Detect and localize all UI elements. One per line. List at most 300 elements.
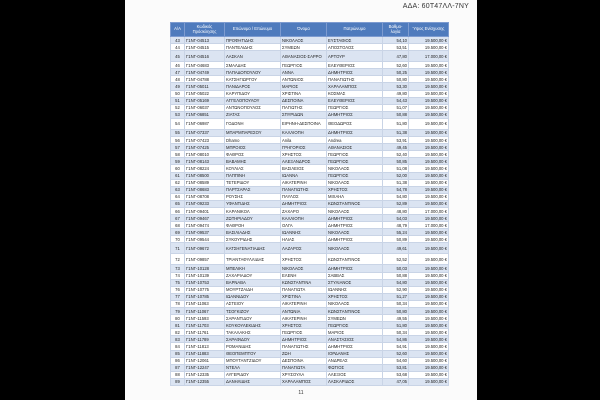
- surname-cell: ΒΑΒΑΜΗΣ: [225, 158, 281, 165]
- code-cell: Γ1ΝΓ-05022: [185, 90, 225, 97]
- patronymic-cell: ΔΗΜΗΤΡΙΟΣ: [327, 222, 383, 229]
- surname-cell: ΚΟΥΛΙΑΣ: [225, 165, 281, 172]
- score-cell: 49,80: [383, 90, 409, 97]
- surname-cell: ΠΑΝΤΕΛΙΔΗΣ: [225, 44, 281, 51]
- amount-cell: 19.500,00 €: [409, 336, 449, 343]
- code-cell: Γ1ΝΓ-11789: [185, 336, 225, 343]
- surname-cell: ΑΓΓΕΛΟΠΟΥΛΟΥ: [225, 97, 281, 104]
- code-cell: Γ1ΝΓ-09672: [185, 243, 225, 254]
- name-cell: ΑΝΤΩΝΙΟΣ: [281, 76, 327, 83]
- code-cell: Γ1ΝΓ-08224: [185, 165, 225, 172]
- patronymic-cell: ΙΩΑΝΝΗΣ: [327, 286, 383, 293]
- name-cell: ΣΠΥΡΙΔΩΝ: [281, 111, 327, 118]
- table-row: [171, 172, 449, 179]
- table-row: [171, 364, 449, 371]
- surname-cell: ΤΑΚΑΛΑΚΗΣ: [225, 329, 281, 336]
- code-cell: Γ1ΝΓ-08589: [185, 179, 225, 186]
- row-number-cell: 83: [171, 336, 185, 343]
- beneficiaries-table: [170, 22, 449, 386]
- amount-cell: 19.500,00 €: [409, 158, 449, 165]
- patronymic-cell: ΓΕΩΡΓΙΟΣ: [327, 104, 383, 111]
- row-number-cell: 69: [171, 229, 185, 236]
- column-header: Ύψος Ενίσχυσης: [409, 23, 449, 37]
- code-cell: Γ1ΝΓ-10139: [185, 272, 225, 279]
- amount-cell: 19.500,00 €: [409, 90, 449, 97]
- amount-cell: 19.500,00 €: [409, 343, 449, 350]
- table-row: [171, 129, 449, 136]
- code-cell: Γ1ΝΓ-09537: [185, 229, 225, 236]
- row-number-cell: 62: [171, 179, 185, 186]
- row-number-cell: 43: [171, 37, 185, 44]
- code-cell: Γ1ΝΓ-08683: [185, 186, 225, 193]
- name-cell: ΔΗΜΗΤΡΙΟΣ: [281, 336, 327, 343]
- table-row: [171, 371, 449, 378]
- name-cell: ΛΑΖΑΡΟΣ: [281, 243, 327, 254]
- surname-cell: ΦΑΘΡΟΣ: [225, 151, 281, 158]
- patronymic-cell: ΚΩΝΣΤΑΝΤΙΝΟΣ: [327, 308, 383, 315]
- patronymic-cell: ΣΑΒΒΑΣ: [327, 272, 383, 279]
- amount-cell: 19.500,00 €: [409, 129, 449, 136]
- name-cell: ΙΩΑΝΝΗΣ: [281, 229, 327, 236]
- row-number-cell: 50: [171, 90, 185, 97]
- code-cell: Γ1ΝΓ-11067: [185, 308, 225, 315]
- table-row: [171, 265, 449, 272]
- patronymic-cell: ΙΟΡΔΑΝΗΣ: [327, 350, 383, 357]
- code-cell: Γ1ΝΓ-04515: [185, 44, 225, 51]
- column-header: Α/Α: [171, 23, 185, 37]
- row-number-cell: 52: [171, 104, 185, 111]
- score-cell: 52,90: [383, 286, 409, 293]
- column-header: Κωδικός Πρόσκλησης: [185, 23, 225, 37]
- code-cell: Γ1ΝΓ-08010: [185, 151, 225, 158]
- name-cell: ΧΡΗΣΤΟΣ: [281, 254, 327, 265]
- row-number-cell: 77: [171, 293, 185, 300]
- surname-cell: ΠΑΝΙΔΑΡΟΣ: [225, 83, 281, 90]
- score-cell: 47,05: [383, 378, 409, 385]
- score-cell: 50,34: [383, 329, 409, 336]
- table-row: [171, 179, 449, 186]
- name-cell: ΚΑΛΛΙΟΠΗ: [281, 215, 327, 222]
- amount-cell: 19.500,00 €: [409, 350, 449, 357]
- surname-cell: ΖΑΧΑΡΙΑΔΟΥ: [225, 272, 281, 279]
- patronymic-cell: ΦΩΤΙΟΣ: [327, 364, 383, 371]
- score-cell: 49,55: [383, 315, 409, 322]
- code-cell: Γ1ΝΓ-08500: [185, 172, 225, 179]
- amount-cell: 19.500,00 €: [409, 186, 449, 193]
- amount-cell: 19.500,00 €: [409, 118, 449, 129]
- patronymic-cell: ΕΛΕΥΘΕΡΙΟΣ: [327, 97, 383, 104]
- patronymic-cell: ΓΕΩΡΓΙΟΣ: [327, 172, 383, 179]
- code-cell: Γ1ΝΓ-10775: [185, 286, 225, 293]
- name-cell: ΓΡΗΓΟΡΙΟΣ: [281, 144, 327, 151]
- code-cell: Γ1ΝΓ-04516: [185, 51, 225, 62]
- table-row: [171, 315, 449, 322]
- row-number-cell: 45: [171, 51, 185, 62]
- row-number-cell: 64: [171, 193, 185, 200]
- patronymic-cell: ΝΙΚΟΛΑΟΣ: [327, 165, 383, 172]
- row-number-cell: 63: [171, 186, 185, 193]
- amount-cell: 19.500,00 €: [409, 229, 449, 236]
- name-cell: ΗΛΙΑΣ: [281, 236, 327, 243]
- score-cell: 55,24: [383, 229, 409, 236]
- surname-cell: ΝΤΕΛΑ: [225, 364, 281, 371]
- table-row: [171, 118, 449, 129]
- table-row: [171, 76, 449, 83]
- name-cell: ΔΕΣΠΟΙΝΑ: [281, 357, 327, 364]
- patronymic-cell: ΔΗΜΗΤΡΙΟΣ: [327, 265, 383, 272]
- name-cell: ΚΑΛΛΙΟΠΗ: [281, 129, 327, 136]
- code-cell: Γ1ΝΓ-09857: [185, 254, 225, 265]
- table-row: [171, 165, 449, 172]
- row-number-cell: 89: [171, 378, 185, 385]
- score-cell: 51,27: [383, 293, 409, 300]
- patronymic-cell: ΣΤΥΛΙΑΝΟΣ: [327, 279, 383, 286]
- patronymic-cell: ΔΗΜΗΤΡΙΟΣ: [327, 69, 383, 76]
- amount-cell: 19.500,00 €: [409, 215, 449, 222]
- amount-cell: 19.500,00 €: [409, 62, 449, 69]
- row-number-cell: 46: [171, 62, 185, 69]
- table-header-row: [171, 23, 449, 37]
- amount-cell: 19.500,00 €: [409, 193, 449, 200]
- amount-cell: 19.500,00 €: [409, 179, 449, 186]
- score-cell: 48,80: [383, 207, 409, 214]
- score-cell: 51,07: [383, 104, 409, 111]
- table-row: [171, 97, 449, 104]
- patronymic-cell: ΧΡΗΣΤΟΣ: [327, 293, 383, 300]
- score-cell: 50,85: [383, 158, 409, 165]
- score-cell: 49,61: [383, 243, 409, 254]
- code-cell: Γ1ΝΓ-11883: [185, 350, 225, 357]
- surname-cell: ΚΟΥΚΟΥΛΕΚΙΔΗΣ: [225, 322, 281, 329]
- row-number-cell: 60: [171, 165, 185, 172]
- score-cell: 52,60: [383, 350, 409, 357]
- code-cell: Γ1ΝΓ-11761: [185, 329, 225, 336]
- patronymic-cell: ΑΝΔΡΕΑΣ: [327, 357, 383, 364]
- patronymic-cell: ΚΟΣΜΑΣ: [327, 90, 383, 97]
- table-row: [171, 308, 449, 315]
- patronymic-cell: ΓΕΩΡΓΙΟΣ: [327, 158, 383, 165]
- table-row: [171, 144, 449, 151]
- table-row: [171, 207, 449, 214]
- table-row: [171, 37, 449, 44]
- amount-cell: 19.500,00 €: [409, 97, 449, 104]
- table-row: [171, 350, 449, 357]
- surname-cell: ΑΝΤΩΝΟΠΟΥΛΟΣ: [225, 104, 281, 111]
- amount-cell: 19.500,00 €: [409, 165, 449, 172]
- score-cell: 54,60: [383, 357, 409, 364]
- name-cell: ΠΑΥΛΟΣ: [281, 193, 327, 200]
- surname-cell: ΖΩΤΗΡΙΑΔΟΥ: [225, 215, 281, 222]
- amount-cell: 19.500,00 €: [409, 172, 449, 179]
- patronymic-cell: ΔΗΜΗΤΡΙΟΣ: [327, 215, 383, 222]
- name-cell: ΑΙΚΑΤΕΡΙΝΗ: [281, 315, 327, 322]
- score-cell: 52,89: [383, 200, 409, 207]
- amount-cell: 19.500,00 €: [409, 371, 449, 378]
- patronymic-cell: ΑΠΟΣΤΟΛΟΣ: [327, 44, 383, 51]
- code-cell: Γ1ΝΓ-11593: [185, 315, 225, 322]
- name-cell: ΧΡΥΣΟΥΛΑ: [281, 371, 327, 378]
- score-cell: 48,79: [383, 222, 409, 229]
- name-cell: ΧΡΙΣΤΙΝΑ: [281, 293, 327, 300]
- amount-cell: 19.500,00 €: [409, 151, 449, 158]
- name-cell: ΠΑΝΑΓΙΩΤΗΣ: [281, 343, 327, 350]
- name-cell: ΖΩΗ: [281, 350, 327, 357]
- row-number-cell: 47: [171, 69, 185, 76]
- score-cell: 54,10: [383, 37, 409, 44]
- score-cell: 50,80: [383, 76, 409, 83]
- table-row: [171, 158, 449, 165]
- amount-cell: 19.500,00 €: [409, 144, 449, 151]
- code-cell: Γ1ΝΓ-09467: [185, 215, 225, 222]
- surname-cell: ΤΡΙΑΝΤΑΦΥΛΛΙΔΗΣ: [225, 254, 281, 265]
- table-row: [171, 51, 449, 62]
- surname-cell: ΡΟΜΑΝΙΔΗΣ: [225, 343, 281, 350]
- table-row: [171, 336, 449, 343]
- amount-cell: 19.500,00 €: [409, 279, 449, 286]
- score-cell: 54,91: [383, 343, 409, 350]
- patronymic-cell: ΝΙΚΟΛΑΟΣ: [327, 229, 383, 236]
- name-cell: ΠΑΝΑΓΙΩΤΑ: [281, 286, 327, 293]
- surname-cell: ΠΑΠΠΙΝΗ: [225, 172, 281, 179]
- amount-cell: 19.500,00 €: [409, 243, 449, 254]
- patronymic-cell: ΠΑΝΑΓΙΩΤΗΣ: [327, 76, 383, 83]
- score-cell: 53,91: [383, 137, 409, 144]
- patronymic-cell: ΓΕΩΡΓΙΟΣ: [327, 151, 383, 158]
- name-cell: ΖΑΧΑΡΟ: [281, 207, 327, 214]
- name-cell: ΙΩΑΝΝΑ: [281, 172, 327, 179]
- table-row: [171, 279, 449, 286]
- score-cell: 47,80: [383, 51, 409, 62]
- score-cell: 52,40: [383, 151, 409, 158]
- row-number-cell: 78: [171, 300, 185, 307]
- surname-cell: ΜΠΑΡΜΠΑΡΕΣΟΥ: [225, 129, 281, 136]
- row-number-cell: 72: [171, 254, 185, 265]
- amount-cell: 19.500,00 €: [409, 364, 449, 371]
- code-cell: Γ1ΝΓ-08708: [185, 193, 225, 200]
- row-number-cell: 70: [171, 236, 185, 243]
- column-header: Επώνυμο / Επώνυμο: [225, 23, 281, 37]
- name-cell: ΑΙΚΑΤΕΡΙΝΗ: [281, 300, 327, 307]
- column-header: Όνομα: [281, 23, 327, 37]
- name-cell: ΑΝΝΑ: [281, 69, 327, 76]
- row-number-cell: 59: [171, 158, 185, 165]
- row-number-cell: 85: [171, 350, 185, 357]
- row-number-cell: 49: [171, 83, 185, 90]
- table-row: [171, 343, 449, 350]
- surname-cell: ΜΟΥΡΤΖΑΙΔΗ: [225, 286, 281, 293]
- code-cell: Γ1ΝΓ-11813: [185, 343, 225, 350]
- score-cell: 51,08: [383, 165, 409, 172]
- name-cell: ΠΑΝΑΓΙΩΤΗΣ: [281, 186, 327, 193]
- row-number-cell: 76: [171, 286, 185, 293]
- surname-cell: ΤΣΟΓΚΙΖΟΥ: [225, 308, 281, 315]
- name-cell: ΜΑΡΙΟΣ: [281, 83, 327, 90]
- code-cell: Γ1ΝΓ-04788: [185, 76, 225, 83]
- table-row: [171, 222, 449, 229]
- row-number-cell: 82: [171, 329, 185, 336]
- patronymic-cell: ΕΛΕΥΘΕΡΙΟΣ: [327, 62, 383, 69]
- amount-cell: 17.000,00 €: [409, 222, 449, 229]
- code-cell: Γ1ΝΓ-06037: [185, 104, 225, 111]
- patronymic-cell: ΔΗΜΗΤΡΙΟΣ: [327, 129, 383, 136]
- name-cell: ΑΝΤΩΝΙΑ: [281, 308, 327, 315]
- amount-cell: 19.500,00 €: [409, 137, 449, 144]
- table-row: [171, 62, 449, 69]
- name-cell: ΧΡΗΣΤΟΣ: [281, 322, 327, 329]
- code-cell: Γ1ΝΓ-12335: [185, 371, 225, 378]
- surname-cell: ΜΠΟΥΤΑΝΤΖΙΔΟΥ: [225, 357, 281, 364]
- code-cell: Γ1ΝΓ-05011: [185, 83, 225, 90]
- code-cell: Γ1ΝΓ-07423: [185, 137, 225, 144]
- surname-cell: ΛΑΣΚΑΝ: [225, 51, 281, 62]
- code-cell: Γ1ΝΓ-09474: [185, 222, 225, 229]
- code-cell: Γ1ΝΓ-07425: [185, 144, 225, 151]
- code-cell: Γ1ΝΓ-12061: [185, 357, 225, 364]
- table-row: [171, 272, 449, 279]
- document-page: [125, 0, 477, 400]
- score-cell: 54,03: [383, 215, 409, 222]
- patronymic-cell: ΑΝΑΣΤΑΣΙΟΣ: [327, 336, 383, 343]
- surname-cell: ΣΑΡΑΦΙΔΟΥ: [225, 336, 281, 343]
- surname-cell: ΠΑΠΑΔΟΠΟΥΛΟΥ: [225, 69, 281, 76]
- name-cell: ΑΙΚΑΤΕΡΙΝΗ: [281, 179, 327, 186]
- table-row: [171, 236, 449, 243]
- table-row: [171, 200, 449, 207]
- patronymic-cell: ΜΙΧΑΗΛ: [327, 193, 383, 200]
- row-number-cell: 84: [171, 343, 185, 350]
- patronymic-cell: ΔΗΜΗΤΡΙΟΣ: [327, 111, 383, 118]
- row-number-cell: 51: [171, 97, 185, 104]
- surname-cell: ΔΑΝΗΛΙΔΗΣ: [225, 378, 281, 385]
- patronymic-cell: ΧΑΡΑΛΑΜΠΟΣ: [327, 83, 383, 90]
- table-row: [171, 69, 449, 76]
- patronymic-cell: Andrea: [327, 137, 383, 144]
- score-cell: 51,38: [383, 179, 409, 186]
- name-cell: ΧΡΗΣΤΟΣ: [281, 151, 327, 158]
- name-cell: ΕΛΕΝΗ: [281, 272, 327, 279]
- amount-cell: 19.500,00 €: [409, 357, 449, 364]
- surname-cell: ΜΠΡΟΙΟΣ: [225, 144, 281, 151]
- patronymic-cell: ΑΘΑΝΑΣΙΟΣ: [327, 144, 383, 151]
- surname-cell: ΘΕΟΠΕΜΠΤΟΥ: [225, 350, 281, 357]
- surname-cell: ΖΙΑΤΑΣ: [225, 111, 281, 118]
- score-cell: 53,51: [383, 44, 409, 51]
- row-number-cell: 66: [171, 207, 185, 214]
- patronymic-cell: ΚΩΝΣΤΑΝΤΙΝΟΣ: [327, 254, 383, 265]
- table-row: [171, 83, 449, 90]
- name-cell: ΣΥΜΕΩΝ: [281, 44, 327, 51]
- surname-cell: ΥΦΑΝΤΙΔΗΣ: [225, 200, 281, 207]
- patronymic-cell: ΚΩΝΣΤΑΝΤΙΝΟΣ: [327, 200, 383, 207]
- score-cell: 52,52: [383, 254, 409, 265]
- amount-cell: 19.500,00 €: [409, 378, 449, 385]
- surname-cell: ΚΑΤΣΗΓΕΝΑΤΙΑΔΗΣ: [225, 243, 281, 254]
- patronymic-cell: ΑΛΕΞΙΟΣ: [327, 371, 383, 378]
- score-cell: 54,86: [383, 336, 409, 343]
- code-cell: Γ1ΝΓ-12247: [185, 364, 225, 371]
- name-cell: Anila: [281, 137, 327, 144]
- score-cell: 50,34: [383, 300, 409, 307]
- surname-cell: ΣΜΑΛΔΗΣ: [225, 62, 281, 69]
- code-cell: Γ1ΝΓ-04513: [185, 37, 225, 44]
- amount-cell: 19.500,00 €: [409, 111, 449, 118]
- row-number-cell: 87: [171, 364, 185, 371]
- patronymic-cell: ΧΡΗΣΤΟΣ: [327, 186, 383, 193]
- amount-cell: 19.500,00 €: [409, 322, 449, 329]
- surname-cell: ΙΩΑΝΝΙΔΟΥ: [225, 293, 281, 300]
- score-cell: 50,89: [383, 236, 409, 243]
- code-cell: Γ1ΝΓ-07337: [185, 129, 225, 136]
- row-number-cell: 67: [171, 215, 185, 222]
- table-row: [171, 104, 449, 111]
- score-cell: 54,80: [383, 279, 409, 286]
- table-row: [171, 300, 449, 307]
- score-cell: 51,80: [383, 118, 409, 129]
- row-number-cell: 65: [171, 200, 185, 207]
- amount-cell: 19.500,00 €: [409, 329, 449, 336]
- amount-cell: 19.500,00 €: [409, 272, 449, 279]
- table-row: [171, 357, 449, 364]
- table-row: [171, 329, 449, 336]
- name-cell: ΝΙΚΟΛΑΟΣ: [281, 37, 327, 44]
- row-number-cell: 61: [171, 172, 185, 179]
- patronymic-cell: ΜΑΡΙΟΣ: [327, 329, 383, 336]
- patronymic-cell: ΔΗΜΗΤΡΙΟΣ: [327, 236, 383, 243]
- table-row: [171, 322, 449, 329]
- amount-cell: 19.500,00 €: [409, 200, 449, 207]
- code-cell: Γ1ΝΓ-09401: [185, 207, 225, 214]
- table-row: [171, 151, 449, 158]
- name-cell: ΒΑΣΙΛΕΙΟΣ: [281, 165, 327, 172]
- amount-cell: 19.500,00 €: [409, 265, 449, 272]
- amount-cell: 19.500,00 €: [409, 236, 449, 243]
- row-number-cell: 58: [171, 151, 185, 158]
- code-cell: Γ1ΝΓ-06987: [185, 118, 225, 129]
- page-number: 11: [298, 390, 304, 396]
- surname-cell: ΚΑΡΥΠΙΔΟΥ: [225, 90, 281, 97]
- table-row: [171, 186, 449, 193]
- amount-cell: 19.500,00 €: [409, 308, 449, 315]
- amount-cell: 17.000,00 €: [409, 51, 449, 62]
- score-cell: 50,25: [383, 69, 409, 76]
- surname-cell: ΑΣΤΕΙΟΥ: [225, 300, 281, 307]
- name-cell: ΓΕΩΡΓΙΟΣ: [281, 62, 327, 69]
- surname-cell: ΡΟΥΣΗΣ: [225, 193, 281, 200]
- amount-cell: 19.500,00 €: [409, 300, 449, 307]
- name-cell: ΟΛΓΑ: [281, 222, 327, 229]
- row-number-cell: 75: [171, 279, 185, 286]
- row-number-cell: 86: [171, 357, 185, 364]
- surname-cell: ΚΑΤΣΗΓΙΩΡΓΟΥ: [225, 76, 281, 83]
- patronymic-cell: ΘΕΟΔΩΡΟΣ: [327, 118, 383, 129]
- name-cell: ΠΑΓΙΩΤΗΣ: [281, 104, 327, 111]
- score-cell: 54,80: [383, 193, 409, 200]
- table-row: [171, 243, 449, 254]
- score-cell: 51,80: [383, 322, 409, 329]
- surname-cell: Dhamo: [225, 137, 281, 144]
- score-cell: 50,88: [383, 272, 409, 279]
- row-number-cell: 73: [171, 265, 185, 272]
- code-cell: Γ1ΝΓ-05169: [185, 97, 225, 104]
- surname-cell: ΠΡΟΦΗΤΙΔΗΣ: [225, 37, 281, 44]
- patronymic-cell: ΛΑΣΚΑΡΙΔΟΣ: [327, 378, 383, 385]
- patronymic-cell: ΣΥΜΕΩΝ: [327, 315, 383, 322]
- score-cell: 50,80: [383, 308, 409, 315]
- name-cell: ΔΗΜΗΤΡΙΟΣ: [281, 200, 327, 207]
- column-header: Βαθμο-λογία: [383, 23, 409, 37]
- name-cell: ΓΕΩΡΓΙΟΣ: [281, 329, 327, 336]
- code-cell: Γ1ΝΓ-09233: [185, 200, 225, 207]
